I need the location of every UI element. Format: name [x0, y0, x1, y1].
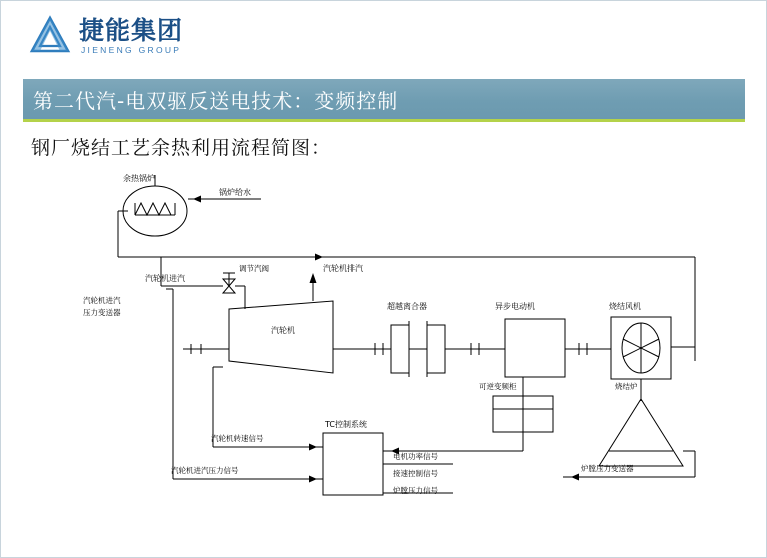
label-furnace-pressure-transmitter: 炉膛压力变送器 — [581, 464, 634, 473]
label-overrun-clutch: 超越离合器 — [387, 302, 427, 311]
label-tc-control-system: TC控制系统 — [325, 420, 368, 429]
title-underline — [23, 119, 745, 122]
label-sinter-fan: 烧结风机 — [609, 302, 641, 311]
logo-company-name-cn: 捷能集团 — [79, 15, 184, 45]
label-sinter-furnace: 烧结炉 — [615, 382, 638, 391]
label-furnace-pressure-signal: 炉膛压力信号 — [393, 486, 438, 495]
label-turbine-intake-pressure-signal: 汽轮机进汽压力信号 — [171, 466, 239, 475]
page-title: 第二代汽-电双驱反送电技术：变频控制 — [33, 88, 399, 113]
label-intake-pressure-transmitter-line1: 汽轮机进汽 — [83, 296, 121, 305]
logo-company-name-en: JIENENG GROUP — [81, 44, 182, 55]
process-flow-diagram — [23, 161, 745, 546]
label-vfd: 可逆变频柜 — [479, 382, 517, 391]
triangle-logo-icon — [29, 15, 71, 57]
company-logo — [29, 15, 183, 57]
subtitle: 钢厂烧结工艺余热利用流程简图： — [31, 137, 332, 159]
label-async-motor: 异步电动机 — [495, 302, 535, 311]
label-clutch-control-signal: 接速控制信号 — [393, 469, 438, 478]
label-steam-turbine: 汽轮机 — [271, 326, 295, 335]
label-boiler: 余热锅炉 — [123, 174, 155, 183]
label-feedwater: 锅炉给水 — [219, 188, 251, 197]
label-turbine-intake-steam: 汽轮机进汽 — [145, 274, 185, 283]
label-turbine-exhaust: 汽轮机排汽 — [323, 264, 363, 273]
label-intake-pressure-transmitter-line2: 压力变送器 — [83, 308, 121, 317]
label-turbine-speed-signal: 汽轮机转速信号 — [211, 434, 264, 443]
slide-title-bar — [23, 79, 745, 119]
label-control-valve: 调节汽阀 — [239, 264, 269, 273]
label-motor-power-signal: 电机功率信号 — [393, 452, 438, 461]
